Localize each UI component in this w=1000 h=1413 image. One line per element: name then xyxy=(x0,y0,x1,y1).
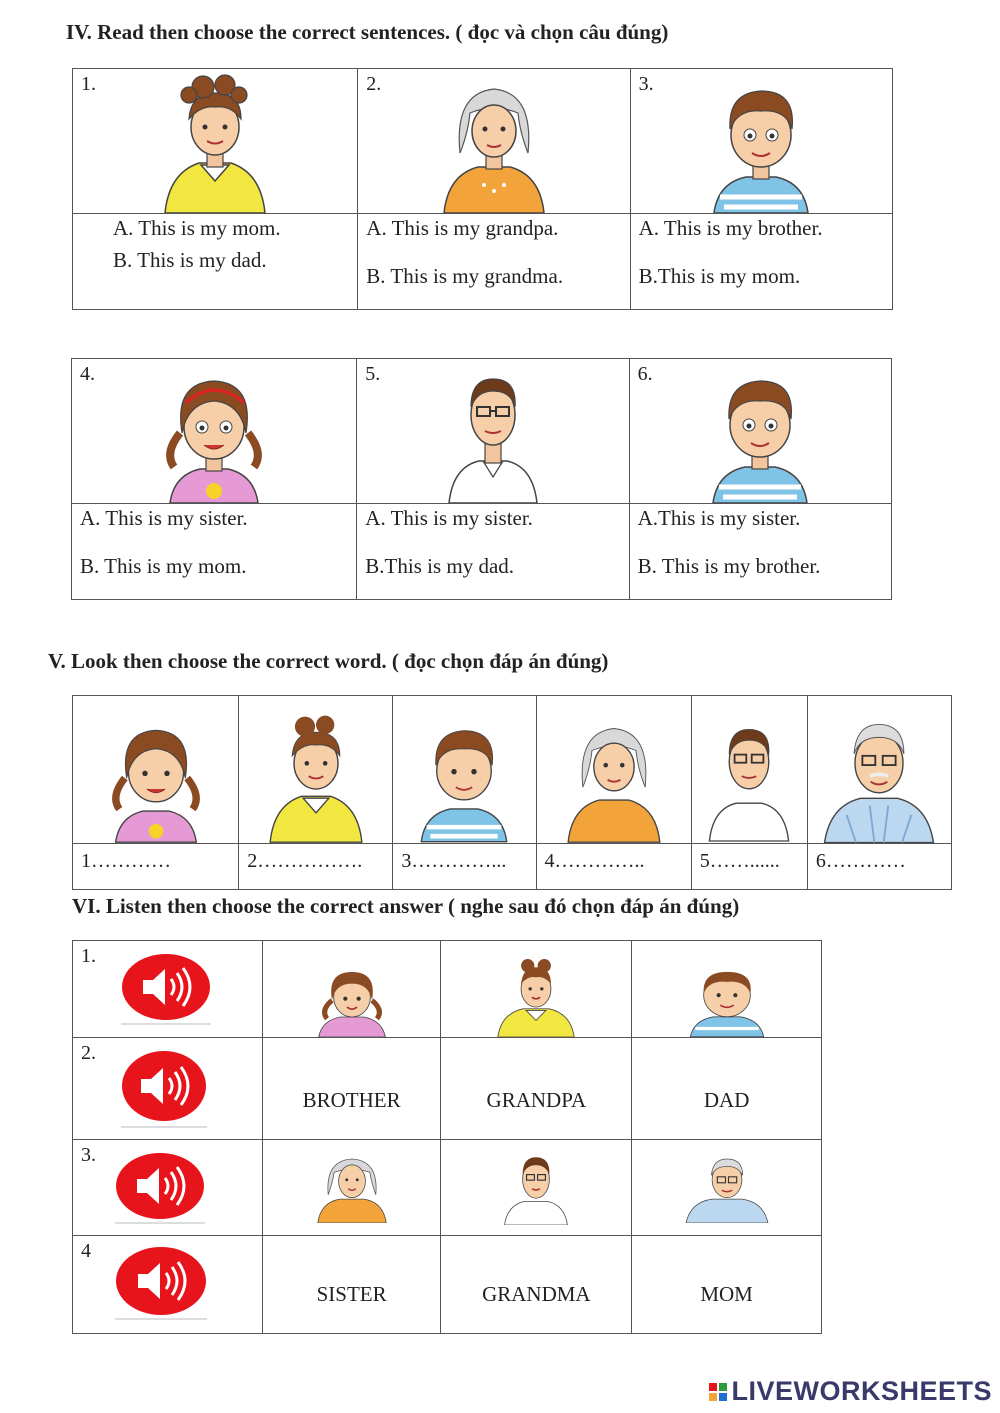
item-3-options xyxy=(630,214,892,310)
item-2-picture-cell xyxy=(358,69,630,214)
sister-illustration xyxy=(101,713,211,843)
row-number: 2. xyxy=(81,1042,96,1064)
row-3-option-3[interactable] xyxy=(632,1140,822,1236)
row-1-audio-cell xyxy=(73,941,263,1038)
grandpa-illustration xyxy=(677,1153,777,1223)
blank-5[interactable] xyxy=(691,844,807,890)
dad-illustration xyxy=(496,1151,576,1225)
blank-text: 2……………. xyxy=(247,850,363,872)
row-number: 1. xyxy=(81,945,96,967)
option-a[interactable]: A. This is my brother. xyxy=(638,216,823,240)
word-option: SISTER xyxy=(316,1282,387,1306)
option-a[interactable]: A. This is my sister. xyxy=(365,506,533,530)
blank-1[interactable] xyxy=(73,844,239,890)
row-number: 3. xyxy=(81,1144,96,1166)
section-6-table xyxy=(72,940,822,1334)
blank-text: 6………… xyxy=(815,850,906,872)
option-a[interactable]: A. This is my sister. xyxy=(80,506,248,530)
liveworksheets-logo xyxy=(709,1376,992,1407)
blank-text: 1………… xyxy=(81,850,171,872)
item-5-options xyxy=(357,504,629,600)
sister-picture xyxy=(72,359,356,503)
item-number: 5. xyxy=(365,363,381,385)
grandma-illustration xyxy=(559,713,669,843)
brother-illustration xyxy=(705,363,815,503)
dad-illustration xyxy=(443,363,543,503)
sister-illustration xyxy=(302,967,402,1037)
option-b[interactable]: B.This is my dad. xyxy=(365,554,515,578)
word-option: GRANDMA xyxy=(482,1282,591,1306)
picture-dad xyxy=(691,696,807,844)
item-number: 3. xyxy=(638,73,654,95)
item-number: 1. xyxy=(81,73,96,95)
row-1-option-1[interactable] xyxy=(262,941,441,1038)
item-6-options xyxy=(629,504,891,600)
section-4-title: IV. Read then choose the correct sentences. ( đọc và chọn câu đúng) xyxy=(66,20,669,44)
row-4-option-1[interactable] xyxy=(262,1236,441,1334)
section-5-title: V. Look then choose the correct word. ( đọc chọn đáp án đúng) xyxy=(48,649,609,673)
item-5-picture-cell xyxy=(357,359,629,504)
grandpa-illustration xyxy=(819,713,939,843)
option-b[interactable]: B. This is my grandma. xyxy=(366,264,564,288)
mom-picture xyxy=(73,69,357,213)
option-b[interactable]: B. This is my mom. xyxy=(80,554,247,578)
logo-mark-icon xyxy=(709,1383,727,1401)
dad-picture xyxy=(357,359,628,503)
option-b[interactable]: B. This is my brother. xyxy=(637,554,821,578)
speaker-icon[interactable] xyxy=(121,1050,207,1128)
item-6-picture-cell xyxy=(629,359,891,504)
grandma-illustration xyxy=(307,1153,397,1223)
row-2-audio-cell xyxy=(73,1038,263,1140)
blank-text: 4………….. xyxy=(544,850,645,872)
grandma-picture xyxy=(358,69,629,213)
item-1-options xyxy=(73,214,358,310)
brother-illustration xyxy=(414,713,514,843)
item-number: 2. xyxy=(366,73,382,95)
grandma-illustration xyxy=(434,73,554,213)
item-number: 6. xyxy=(637,363,653,385)
blank-3[interactable] xyxy=(393,844,536,890)
blank-text: 3…………... xyxy=(401,850,507,872)
section-4-table-top xyxy=(72,68,893,310)
mom-illustration xyxy=(261,713,371,843)
blank-2[interactable] xyxy=(239,844,393,890)
item-1-picture-cell xyxy=(73,69,358,214)
item-2-options xyxy=(358,214,630,310)
picture-mom xyxy=(239,696,393,844)
option-a[interactable]: A. This is my grandpa. xyxy=(366,216,559,240)
section-5-table xyxy=(72,695,952,890)
row-2-option-1[interactable] xyxy=(262,1038,441,1140)
picture-sister xyxy=(73,696,239,844)
option-b[interactable]: B.This is my mom. xyxy=(638,264,801,288)
brother-picture xyxy=(630,359,891,503)
item-4-options xyxy=(72,504,357,600)
blank-6[interactable] xyxy=(807,844,951,890)
blank-4[interactable] xyxy=(536,844,691,890)
blank-text: 5……...... xyxy=(699,850,780,872)
row-4-option-3[interactable] xyxy=(632,1236,822,1334)
option-a[interactable]: A.This is my sister. xyxy=(637,506,801,530)
row-4-option-2[interactable] xyxy=(441,1236,632,1334)
picture-grandma xyxy=(536,696,691,844)
row-1-option-2[interactable] xyxy=(441,941,632,1038)
row-1-option-3[interactable] xyxy=(632,941,822,1038)
logo-text: LIVEWORKSHEETS xyxy=(731,1376,992,1406)
sister-illustration xyxy=(154,363,274,503)
row-2-option-2[interactable] xyxy=(441,1038,632,1140)
row-3-audio-cell xyxy=(73,1140,263,1236)
word-option: DAD xyxy=(703,1088,750,1112)
word-option: BROTHER xyxy=(302,1088,401,1112)
item-3-picture-cell xyxy=(630,69,892,214)
speaker-icon[interactable] xyxy=(115,1246,207,1320)
row-4-audio-cell xyxy=(73,1236,263,1334)
brother-illustration xyxy=(706,73,816,213)
word-option: GRANDPA xyxy=(486,1088,587,1112)
option-b[interactable]: B. This is my dad. xyxy=(113,248,267,272)
mom-illustration xyxy=(486,959,586,1037)
speaker-icon[interactable] xyxy=(121,953,211,1025)
row-3-option-1[interactable] xyxy=(262,1140,441,1236)
brother-picture xyxy=(631,69,892,213)
row-2-option-3[interactable] xyxy=(632,1038,822,1140)
item-4-picture-cell xyxy=(72,359,357,504)
option-a[interactable]: A. This is my mom. xyxy=(113,216,281,240)
picture-grandpa xyxy=(807,696,951,844)
row-number: 4 xyxy=(81,1240,91,1262)
row-3-option-2[interactable] xyxy=(441,1140,632,1236)
speaker-icon[interactable] xyxy=(115,1152,205,1224)
mom-illustration xyxy=(155,73,275,213)
dad-illustration xyxy=(704,713,794,843)
picture-brother xyxy=(393,696,536,844)
word-option: MOM xyxy=(700,1282,753,1306)
item-number: 4. xyxy=(80,363,95,385)
section-6-title: VI. Listen then choose the correct answer ( nghe sau đó chọn đáp án đúng) xyxy=(72,894,740,918)
section-4-table-bottom xyxy=(71,358,892,600)
brother-illustration xyxy=(677,965,777,1037)
